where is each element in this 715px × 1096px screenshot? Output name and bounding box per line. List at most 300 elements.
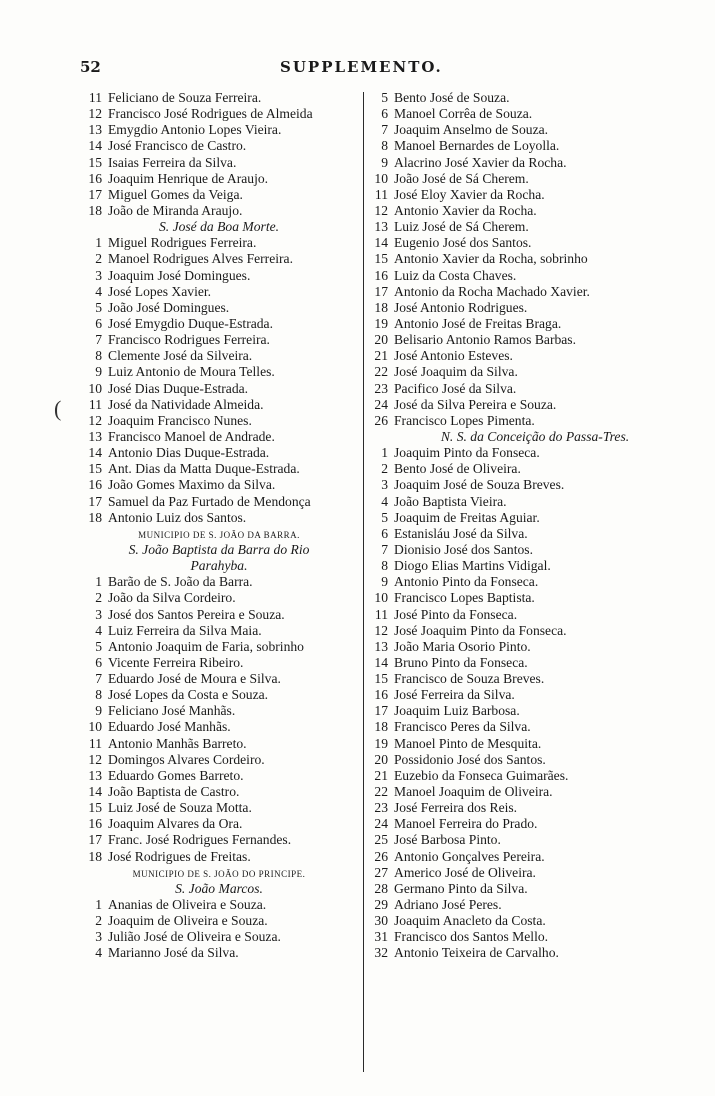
entry-name: José Ferreira dos Reis. <box>394 800 518 816</box>
entry-name: Manoel Pinto de Mesquita. <box>394 735 542 751</box>
entry-name: José Rodrigues de Freitas. <box>108 848 251 864</box>
list-item <box>370 155 700 171</box>
entry-name: Eduardo Gomes Barreto. <box>108 767 244 783</box>
entry-name: Dionisio José dos Santos. <box>394 541 533 557</box>
entry-number: 16 <box>374 267 388 283</box>
entry-number: 1 <box>381 445 388 461</box>
entry-name: Manoel Ferreira do Prado. <box>394 816 538 832</box>
entry-name: Antonio José de Freitas Braga. <box>394 315 562 331</box>
entry-number: 30 <box>374 913 388 929</box>
list-item <box>370 106 700 122</box>
page-header <box>80 58 640 82</box>
list-item <box>78 235 360 251</box>
entry-name: Estanisláu José da Silva. <box>394 525 528 541</box>
entry-name: Emygdio Antonio Lopes Vieira. <box>108 122 282 138</box>
margin-mark: ( <box>54 396 62 421</box>
entry-name: Antonio da Rocha Machado Xavier. <box>394 283 590 299</box>
entry-name: Joaquim de Freitas Aguiar. <box>394 509 540 525</box>
entry-name: Antonio Manhãs Barreto. <box>108 735 247 751</box>
entry-number: 5 <box>95 299 102 315</box>
list-item <box>370 752 700 768</box>
list-item <box>78 122 360 138</box>
entry-name: Isaias Ferreira da Silva. <box>108 154 237 170</box>
entry-name: Francisco de Souza Breves. <box>394 671 545 687</box>
entry-number: 9 <box>381 154 388 170</box>
entry-number: 27 <box>374 864 388 880</box>
entry-number: 6 <box>381 525 388 541</box>
entry-number: 2 <box>95 590 102 606</box>
entry-number: 8 <box>95 687 102 703</box>
entry-number: 9 <box>95 703 102 719</box>
list-item <box>78 639 360 655</box>
right-column <box>370 90 700 962</box>
entry-name: Americo José de Oliveira. <box>394 864 536 880</box>
entry-number: 13 <box>88 428 102 444</box>
entry-number: 14 <box>88 445 102 461</box>
entry-number: 9 <box>381 574 388 590</box>
entry-number: 12 <box>374 622 388 638</box>
entry-name: Joaquim Anselmo de Souza. <box>394 122 549 138</box>
list-item <box>370 138 700 154</box>
entry-name: Antonio Teixeira de Carvalho. <box>394 945 559 961</box>
entry-number: 11 <box>374 186 388 202</box>
entry-number: 31 <box>374 929 388 945</box>
list-item <box>370 736 700 752</box>
entry-name: Feliciano de Souza Ferreira. <box>108 90 262 105</box>
list-item <box>78 348 360 364</box>
entry-name: José dos Santos Pereira e Souza. <box>108 606 285 622</box>
entry-number: 19 <box>374 315 388 331</box>
entry-number: 8 <box>381 558 388 574</box>
entry-number: 20 <box>374 751 388 767</box>
entry-number: 2 <box>381 461 388 477</box>
list-item <box>370 687 700 703</box>
entry-name: Manoel Bernardes de Loyolla. <box>394 138 560 154</box>
entry-name: Francisco José Rodrigues de Almeida <box>108 106 313 122</box>
entry-name: Joaquim Luiz Barbosa. <box>394 703 520 719</box>
entry-number: 15 <box>374 251 388 267</box>
entry-number: 7 <box>381 122 388 138</box>
list-item <box>78 429 360 445</box>
list-item <box>370 284 700 300</box>
list-item <box>78 510 360 526</box>
entry-name: José Pinto da Fonseca. <box>394 606 518 622</box>
entry-name: Antonio Joaquim de Faria, sobrinho <box>108 638 304 654</box>
list-item <box>78 736 360 752</box>
list-item <box>370 203 700 219</box>
entry-number: 1 <box>95 897 102 913</box>
list-item <box>370 397 700 413</box>
entry-name: João José de Sá Cherem. <box>394 170 529 186</box>
entry-name: Bento José de Souza. <box>394 90 510 105</box>
entry-name: José Antonio Rodrigues. <box>394 299 528 315</box>
list-item <box>78 945 360 961</box>
entry-number: 17 <box>88 832 102 848</box>
entry-name: Joaquim Alvares da Ora. <box>108 816 243 832</box>
entry-name: Manoel Rodrigues Alves Ferreira. <box>108 251 293 267</box>
entry-number: 10 <box>88 380 102 396</box>
list-item <box>78 590 360 606</box>
list-item <box>370 639 700 655</box>
list-item <box>78 929 360 945</box>
entry-name: Feliciano José Manhãs. <box>108 703 236 719</box>
entry-name: Luiz José de Sá Cherem. <box>394 219 529 235</box>
entry-name: Julião José de Oliveira e Souza. <box>108 929 281 945</box>
entry-name: Antonio Dias Duque-Estrada. <box>108 445 270 461</box>
entry-number: 13 <box>374 638 388 654</box>
list-item <box>78 623 360 639</box>
entry-number: 28 <box>374 880 388 896</box>
list-item <box>78 687 360 703</box>
entry-number: 10 <box>374 590 388 606</box>
list-item <box>370 381 700 397</box>
list-item <box>370 574 700 590</box>
entry-number: 7 <box>95 332 102 348</box>
entry-name: Miguel Rodrigues Ferreira. <box>108 235 257 251</box>
entry-name: Barão de S. João da Barra. <box>108 574 253 590</box>
entry-number: 12 <box>374 202 388 218</box>
entry-name: Eugenio José dos Santos. <box>394 235 532 251</box>
entry-number: 32 <box>374 945 388 961</box>
entry-number: 2 <box>95 251 102 267</box>
entry-name: Antonio Xavier da Rocha, sobrinho <box>394 251 588 267</box>
entry-name: Joaquim de Oliveira e Souza. <box>108 913 268 929</box>
entry-number: 7 <box>381 541 388 557</box>
entry-name: José Emygdio Duque-Estrada. <box>108 315 273 331</box>
entry-name: João Gomes Maximo da Silva. <box>108 477 276 493</box>
list-item <box>78 849 360 865</box>
entry-name: Ananias de Oliveira e Souza. <box>108 897 267 913</box>
entry-number: 1 <box>95 235 102 251</box>
list-item <box>78 461 360 477</box>
entry-name: João Maria Osorio Pinto. <box>394 638 531 654</box>
municipio-heading: MUNICIPIO DE S. JOÃO DO PRINCIPE. <box>132 868 306 879</box>
entry-number: 14 <box>88 138 102 154</box>
entry-number: 8 <box>381 138 388 154</box>
entry-name: José Eloy Xavier da Rocha. <box>394 186 545 202</box>
section-heading: Parahyba. <box>190 558 248 574</box>
list-item <box>370 865 700 881</box>
entry-name: José Lopes da Costa e Souza. <box>108 687 269 703</box>
entry-name: Domingos Alvares Cordeiro. <box>108 751 265 767</box>
entry-name: Adriano José Peres. <box>394 897 502 913</box>
entry-name: Francisco dos Santos Mello. <box>394 929 549 945</box>
entry-number: 5 <box>381 509 388 525</box>
entry-name: Antonio Xavier da Rocha. <box>394 202 537 218</box>
list-item <box>78 155 360 171</box>
list-item <box>370 768 700 784</box>
list-item <box>370 268 700 284</box>
entry-name: Francisco Lopes Pimenta. <box>394 412 535 428</box>
list-item <box>78 332 360 348</box>
entry-name: Franc. José Rodrigues Fernandes. <box>108 832 292 848</box>
list-item <box>370 816 700 832</box>
entry-name: Eduardo José de Moura e Silva. <box>108 671 281 687</box>
list-item <box>78 203 360 219</box>
entry-number: 11 <box>88 396 102 412</box>
entry-number: 17 <box>374 703 388 719</box>
entry-number: 25 <box>374 832 388 848</box>
entry-number: 24 <box>374 816 388 832</box>
entry-name: Antonio Luiz dos Santos. <box>108 509 247 525</box>
list-item <box>78 655 360 671</box>
section-heading: S. José da Boa Morte. <box>158 219 280 235</box>
list-item <box>78 187 360 203</box>
entry-name: João Baptista Vieira. <box>394 493 507 509</box>
list-item <box>78 381 360 397</box>
entry-name: Luiz Ferreira da Silva Maia. <box>108 622 262 638</box>
list-item <box>78 784 360 800</box>
entry-name: José Barbosa Pinto. <box>394 832 501 848</box>
entry-number: 10 <box>88 719 102 735</box>
entry-name: Possidonio José dos Santos. <box>394 751 546 767</box>
list-item <box>78 268 360 284</box>
list-item <box>370 445 700 461</box>
entry-number: 4 <box>95 622 102 638</box>
entry-number: 6 <box>381 106 388 122</box>
entry-number: 6 <box>95 654 102 670</box>
entry-name: Diogo Elias Martins Vidigal. <box>394 558 551 574</box>
entry-number: 17 <box>88 493 102 509</box>
list-item <box>370 332 700 348</box>
entry-name: Pacifico José da Silva. <box>394 380 517 396</box>
list-item <box>370 913 700 929</box>
entry-name: Luiz Antonio de Moura Telles. <box>108 364 275 380</box>
page-number: 52 <box>80 58 101 76</box>
entry-name: Joaquim Francisco Nunes. <box>108 412 252 428</box>
list-item <box>78 477 360 493</box>
entry-number: 21 <box>374 348 388 364</box>
entry-number: 18 <box>88 509 102 525</box>
list-item <box>370 719 700 735</box>
list-item <box>78 445 360 461</box>
list-item <box>370 655 700 671</box>
entry-name: Belisario Antonio Ramos Barbas. <box>394 332 576 348</box>
entry-name: Francisco Lopes Baptista. <box>394 590 535 606</box>
list-item <box>78 607 360 623</box>
entry-number: 14 <box>88 784 102 800</box>
entry-number: 29 <box>374 897 388 913</box>
entry-name: José Antonio Esteves. <box>394 348 513 364</box>
list-item <box>370 348 700 364</box>
entry-number: 5 <box>95 638 102 654</box>
section-heading: S. João Marcos. <box>175 880 263 896</box>
entry-number: 15 <box>88 154 102 170</box>
section-heading: N. S. da Conceição do Passa-Tres. <box>440 428 630 444</box>
entry-number: 21 <box>374 767 388 783</box>
entry-number: 18 <box>374 719 388 735</box>
entry-name: Clemente José da Silveira. <box>108 348 253 364</box>
entry-name: Francisco Manoel de Andrade. <box>108 428 275 444</box>
entry-number: 3 <box>95 267 102 283</box>
list-item <box>370 187 700 203</box>
list-item <box>78 800 360 816</box>
entry-number: 6 <box>95 315 102 331</box>
entry-number: 13 <box>88 767 102 783</box>
list-item <box>370 703 700 719</box>
entry-number: 2 <box>95 913 102 929</box>
list-item <box>78 171 360 187</box>
entry-name: João Baptista de Castro. <box>108 784 240 800</box>
entry-name: José da Silva Pereira e Souza. <box>394 396 557 412</box>
list-item <box>370 881 700 897</box>
list-item <box>370 219 700 235</box>
list-item <box>370 784 700 800</box>
list-item <box>370 897 700 913</box>
entry-name: Joaquim Pinto da Fonseca. <box>394 445 540 461</box>
entry-name: José Joaquim da Silva. <box>394 364 518 380</box>
entry-name: Ant. Dias da Matta Duque-Estrada. <box>108 461 300 477</box>
entry-name: José da Natividade Almeida. <box>108 396 264 412</box>
entry-number: 12 <box>88 751 102 767</box>
entry-number: 3 <box>381 477 388 493</box>
list-item <box>78 703 360 719</box>
list-item <box>78 816 360 832</box>
list-item <box>370 300 700 316</box>
entry-name: Vicente Ferreira Ribeiro. <box>108 654 244 670</box>
entry-name: José Francisco de Castro. <box>108 138 247 154</box>
entry-name: Antonio Pinto da Fonseca. <box>394 574 539 590</box>
entry-number: 13 <box>88 122 102 138</box>
entry-name: José Dias Duque-Estrada. <box>108 380 249 396</box>
entry-number: 18 <box>88 202 102 218</box>
list-item <box>370 316 700 332</box>
list-item <box>78 574 360 590</box>
entry-number: 15 <box>88 800 102 816</box>
list-item <box>78 897 360 913</box>
list-item <box>78 752 360 768</box>
entry-number: 11 <box>88 735 102 751</box>
list-item <box>370 122 700 138</box>
list-item <box>370 558 700 574</box>
list-item <box>370 364 700 380</box>
list-item <box>78 413 360 429</box>
entry-name: Bruno Pinto da Fonseca. <box>394 654 528 670</box>
entry-name: Joaquim Anacleto da Costa. <box>394 913 546 929</box>
entry-name: Samuel da Paz Furtado de Mendonça <box>108 493 311 509</box>
entry-number: 22 <box>374 784 388 800</box>
entry-name: Eduardo José Manhãs. <box>108 719 231 735</box>
list-item <box>78 768 360 784</box>
entry-number: 26 <box>374 848 388 864</box>
list-item <box>370 623 700 639</box>
entry-name: Manoel Joaquim de Oliveira. <box>394 784 553 800</box>
entry-name: José Lopes Xavier. <box>108 283 212 299</box>
entry-number: 13 <box>374 219 388 235</box>
entry-number: 14 <box>374 654 388 670</box>
list-item <box>370 929 700 945</box>
entry-number: 12 <box>88 106 102 122</box>
entry-number: 12 <box>88 412 102 428</box>
list-item <box>78 364 360 380</box>
list-item <box>78 284 360 300</box>
entry-number: 5 <box>381 90 388 105</box>
list-item <box>78 300 360 316</box>
list-item <box>370 542 700 558</box>
entry-name: José Ferreira da Silva. <box>394 687 515 703</box>
column-divider <box>363 92 364 1072</box>
list-item <box>78 316 360 332</box>
entry-name: Joaquim José de Souza Breves. <box>394 477 565 493</box>
entry-name: João José Domingues. <box>108 299 230 315</box>
entry-number: 23 <box>374 380 388 396</box>
entry-number: 3 <box>95 929 102 945</box>
entry-name: Euzebio da Fonseca Guimarães. <box>394 767 569 783</box>
list-item <box>78 397 360 413</box>
entry-name: Francisco Peres da Silva. <box>394 719 531 735</box>
entry-number: 4 <box>95 945 102 961</box>
municipio-heading: MUNICIPIO DE S. JOÃO DA BARRA. <box>138 529 300 540</box>
entry-name: Miguel Gomes da Veiga. <box>108 186 243 202</box>
entry-number: 17 <box>374 283 388 299</box>
entry-name: Joaquim José Domingues. <box>108 267 251 283</box>
list-item <box>78 138 360 154</box>
entry-number: 11 <box>88 90 102 105</box>
entry-name: Joaquim Henrique de Araujo. <box>108 170 269 186</box>
list-item <box>370 945 700 961</box>
entry-number: 4 <box>381 493 388 509</box>
list-item <box>370 590 700 606</box>
list-item <box>370 461 700 477</box>
entry-number: 24 <box>374 396 388 412</box>
entry-number: 19 <box>374 735 388 751</box>
list-item <box>370 849 700 865</box>
list-item <box>370 235 700 251</box>
entry-number: 20 <box>374 332 388 348</box>
list-item <box>370 494 700 510</box>
entry-number: 8 <box>95 348 102 364</box>
entry-name: João de Miranda Araujo. <box>108 202 243 218</box>
entry-number: 22 <box>374 364 388 380</box>
list-item <box>78 106 360 122</box>
entry-name: Marianno José da Silva. <box>108 945 239 961</box>
list-item <box>370 607 700 623</box>
section-heading: S. João Baptista da Barra do Rio <box>128 541 310 557</box>
entry-number: 16 <box>88 170 102 186</box>
entry-number: 23 <box>374 800 388 816</box>
left-column <box>78 90 360 962</box>
list-item <box>370 251 700 267</box>
entry-name: Luiz José de Souza Motta. <box>108 800 252 816</box>
entry-number: 16 <box>88 816 102 832</box>
entry-number: 15 <box>374 671 388 687</box>
list-item <box>370 171 700 187</box>
list-item <box>78 671 360 687</box>
list-item <box>370 413 700 429</box>
list-item <box>78 913 360 929</box>
entry-number: 1 <box>95 574 102 590</box>
entry-number: 18 <box>88 848 102 864</box>
entry-name: Manoel Corrêa de Souza. <box>394 106 533 122</box>
entry-number: 14 <box>374 235 388 251</box>
entry-number: 15 <box>88 461 102 477</box>
entry-name: João da Silva Cordeiro. <box>108 590 236 606</box>
entry-number: 18 <box>374 299 388 315</box>
entry-number: 16 <box>88 477 102 493</box>
entry-name: Bento José de Oliveira. <box>394 461 521 477</box>
list-item <box>78 719 360 735</box>
entry-number: 4 <box>95 283 102 299</box>
entry-number: 17 <box>88 186 102 202</box>
entry-name: Alacrino José Xavier da Rocha. <box>394 154 567 170</box>
list-item <box>78 251 360 267</box>
entry-number: 26 <box>374 412 388 428</box>
list-item <box>370 800 700 816</box>
list-item <box>370 510 700 526</box>
list-item <box>370 477 700 493</box>
list-item <box>370 832 700 848</box>
list-item <box>370 90 700 106</box>
